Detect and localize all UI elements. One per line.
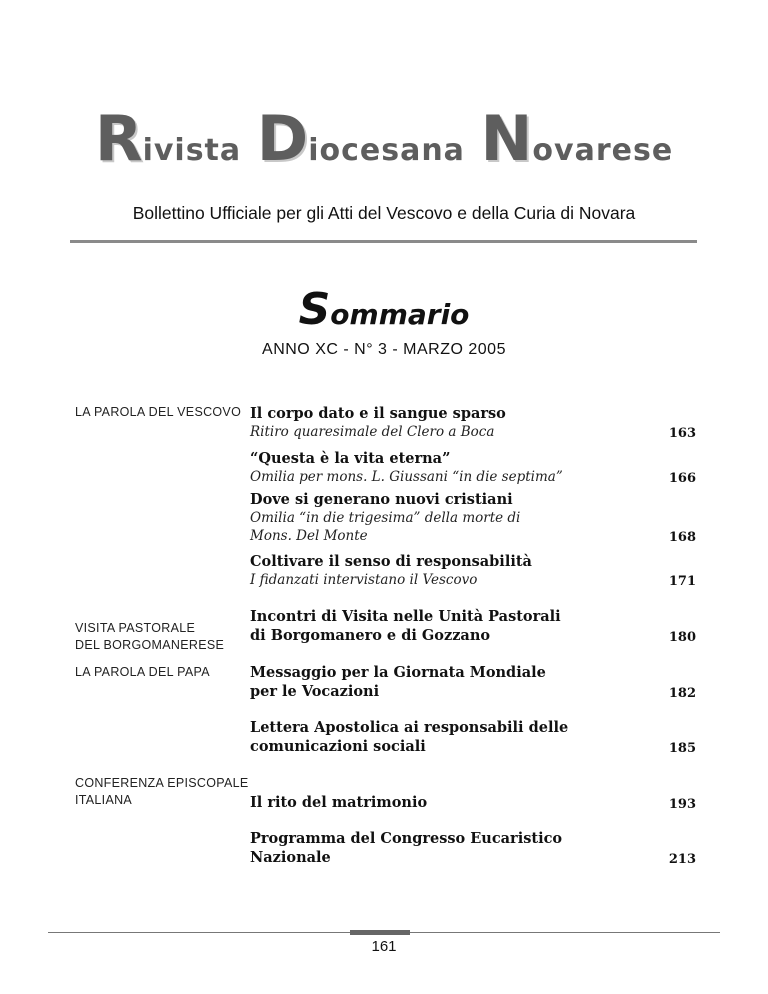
entry-title: Lettera Apostolica ai responsabili delle xyxy=(250,719,569,736)
entry-page-number: 213 xyxy=(668,852,696,867)
entry-title: Programma del Congresso Eucaristico xyxy=(250,830,563,847)
entry-page-number: 182 xyxy=(668,686,696,701)
section-label-line: VISITA PASTORALE xyxy=(75,621,196,635)
publication-subtitle: Bollettino Ufficiale per gli Atti del Vescovo e della Curia di Novara xyxy=(132,203,636,223)
contents-title-initial: S xyxy=(298,284,331,335)
entry-title: comunicazioni sociali xyxy=(250,738,426,755)
entry-page-number: 166 xyxy=(668,471,696,486)
masthead-initial: N xyxy=(480,102,533,175)
contents-title-rest: ommario xyxy=(330,298,470,331)
masthead-initial: D xyxy=(256,102,309,175)
issue-line: ANNO XC - N° 3 - MARZO 2005 xyxy=(262,341,506,358)
entry-page-number: 193 xyxy=(668,797,696,812)
masthead-rest: ivista xyxy=(142,133,242,168)
section-label-line: ITALIANA xyxy=(75,793,133,807)
page-number: 161 xyxy=(371,938,397,955)
masthead-initial: R xyxy=(94,102,143,175)
entry-title: “Questa è la vita eterna” xyxy=(250,450,451,467)
entry-title: Coltivare il senso di responsabilità xyxy=(250,553,532,570)
toc-entry xyxy=(250,490,700,545)
section-label xyxy=(75,664,210,681)
entry-page-number: 163 xyxy=(668,426,696,441)
entry-title: per le Vocazioni xyxy=(250,683,380,700)
entry-title: Incontri di Visita nelle Unità Pastorali xyxy=(250,608,561,625)
footer-divider-accent xyxy=(350,930,410,935)
entry-subtitle: I fidanzati intervistano il Vescovo xyxy=(250,572,478,588)
entry-title: di Borgomanero e di Gozzano xyxy=(250,627,491,644)
section-label xyxy=(75,775,248,809)
entry-subtitle: Omilia “in die trigesima” della morte di xyxy=(250,510,521,526)
toc-entry xyxy=(250,793,700,812)
entry-title: Messaggio per la Giornata Mondiale xyxy=(250,664,546,681)
entry-page-number: 185 xyxy=(668,741,696,756)
masthead-rest: iocesana xyxy=(308,133,465,168)
entry-title: Il rito del matrimonio xyxy=(250,794,428,811)
entry-title: Nazionale xyxy=(250,849,331,866)
entry-subtitle: Omilia per mons. L. Giussani “in die septima” xyxy=(250,469,563,485)
entry-title: Dove si generano nuovi cristiani xyxy=(250,491,513,508)
toc-entry xyxy=(250,449,700,486)
masthead-rest: ovarese xyxy=(532,133,674,168)
toc-entry xyxy=(250,663,700,701)
toc-entry xyxy=(250,718,700,756)
entry-page-number: 168 xyxy=(668,530,696,545)
section-label xyxy=(75,404,241,421)
entry-page-number: 171 xyxy=(668,574,696,589)
entry-subtitle: Mons. Del Monte xyxy=(250,528,368,544)
section-label-line: CONFERENZA EPISCOPALE xyxy=(75,776,249,790)
toc-entry xyxy=(250,404,700,441)
toc-entry xyxy=(250,607,700,645)
toc-entry xyxy=(250,829,700,867)
section-label-line: DEL BORGOMANERESE xyxy=(75,638,225,652)
entry-title: Il corpo dato e il sangue sparso xyxy=(250,405,506,422)
toc-entry xyxy=(250,552,700,589)
section-label-line: LA PAROLA DEL VESCOVO xyxy=(75,405,242,419)
section-label xyxy=(75,620,224,654)
entry-subtitle: Ritiro quaresimale del Clero a Boca xyxy=(250,424,495,440)
section-label-line: LA PAROLA DEL PAPA xyxy=(75,665,210,679)
entry-page-number: 180 xyxy=(668,630,696,645)
